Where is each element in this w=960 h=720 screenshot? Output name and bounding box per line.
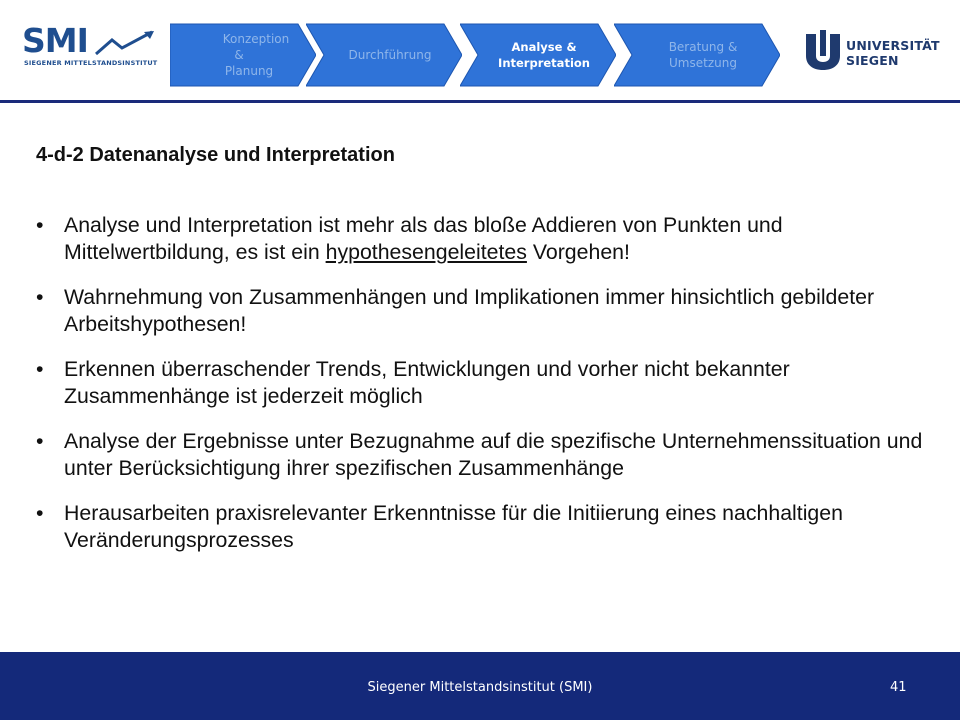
bullet-text: Erkennen überraschender Trends, Entwicklungen und vorher nicht bekannter Zusammenhänge ist jederzeit möglich: [64, 357, 790, 408]
bullet-dot: •: [36, 429, 44, 453]
bullet-text-end: Vorgehen!: [526, 240, 630, 264]
bullet-dot: •: [36, 213, 44, 237]
bullet-item: [36, 428, 926, 482]
step-label-line1: Durchführung: [348, 48, 432, 62]
bullet-list: [36, 212, 926, 572]
step-beratung: [614, 22, 780, 88]
page-number: 41: [890, 680, 907, 695]
process-steps: [170, 22, 790, 88]
slide-footer: [0, 652, 960, 720]
bullet-item: [36, 356, 926, 410]
bullet-item: [36, 284, 926, 338]
bullet-text: Analyse und Interpretation ist mehr als das bloße Addieren von Punkten und Mittelwertbildung, es ist ein: [64, 213, 783, 264]
smi-logo-subtitle: SIEGENER MITTELSTANDSINSTITUT: [24, 59, 158, 67]
step-label-line2: Planung: [224, 64, 274, 78]
step-label-line2: Interpretation: [498, 56, 590, 70]
bullet-text: Analyse der Ergebnisse unter Bezugnahme auf die spezifische Unternehmenssituation und unter Berücksichtigung ihrer spezifischen Zusammenhänge: [64, 429, 923, 480]
university-name-line2: SIEGEN: [846, 53, 899, 68]
header-divider: [0, 100, 960, 103]
smi-logo: [22, 22, 162, 72]
bullet-dot: •: [36, 501, 44, 525]
bullet-text: Herausarbeiten praxisrelevanter Erkenntnisse für die Initiierung eines nachhaltigen Veränderungsprozesses: [64, 501, 843, 552]
bullet-item: [36, 500, 926, 554]
step-label-line1: Analyse &: [511, 40, 577, 54]
footer-institute-name: Siegener Mittelstandsinstitut (SMI): [367, 680, 593, 695]
smi-swoosh-icon: [94, 30, 156, 58]
bullet-item: [36, 212, 926, 266]
university-logo: [804, 28, 944, 74]
bullet-underlined-term: hypothesengeleitetes: [325, 240, 527, 264]
step-label-line1: Beratung &: [668, 40, 738, 54]
university-name-line1: UNIVERSITÄT: [846, 38, 940, 53]
bullet-dot: •: [36, 357, 44, 381]
slide-title: 4-d-2 Datenanalyse und Interpretation: [36, 144, 395, 166]
bullet-text: Wahrnehmung von Zusammenhängen und Implikationen immer hinsichtlich gebildeter Arbeitshypothesen!: [64, 285, 875, 336]
university-emblem-icon: [804, 30, 842, 70]
step-durchfuehrung: [306, 22, 462, 88]
step-analyse: [460, 22, 616, 88]
step-konzeption: [170, 22, 316, 88]
bullet-dot: •: [36, 285, 44, 309]
slide-header: [0, 0, 960, 102]
step-label-line1: Konzeption &: [222, 32, 290, 62]
smi-logo-text: SMI: [22, 21, 88, 60]
step-label-line2: Umsetzung: [669, 56, 737, 70]
